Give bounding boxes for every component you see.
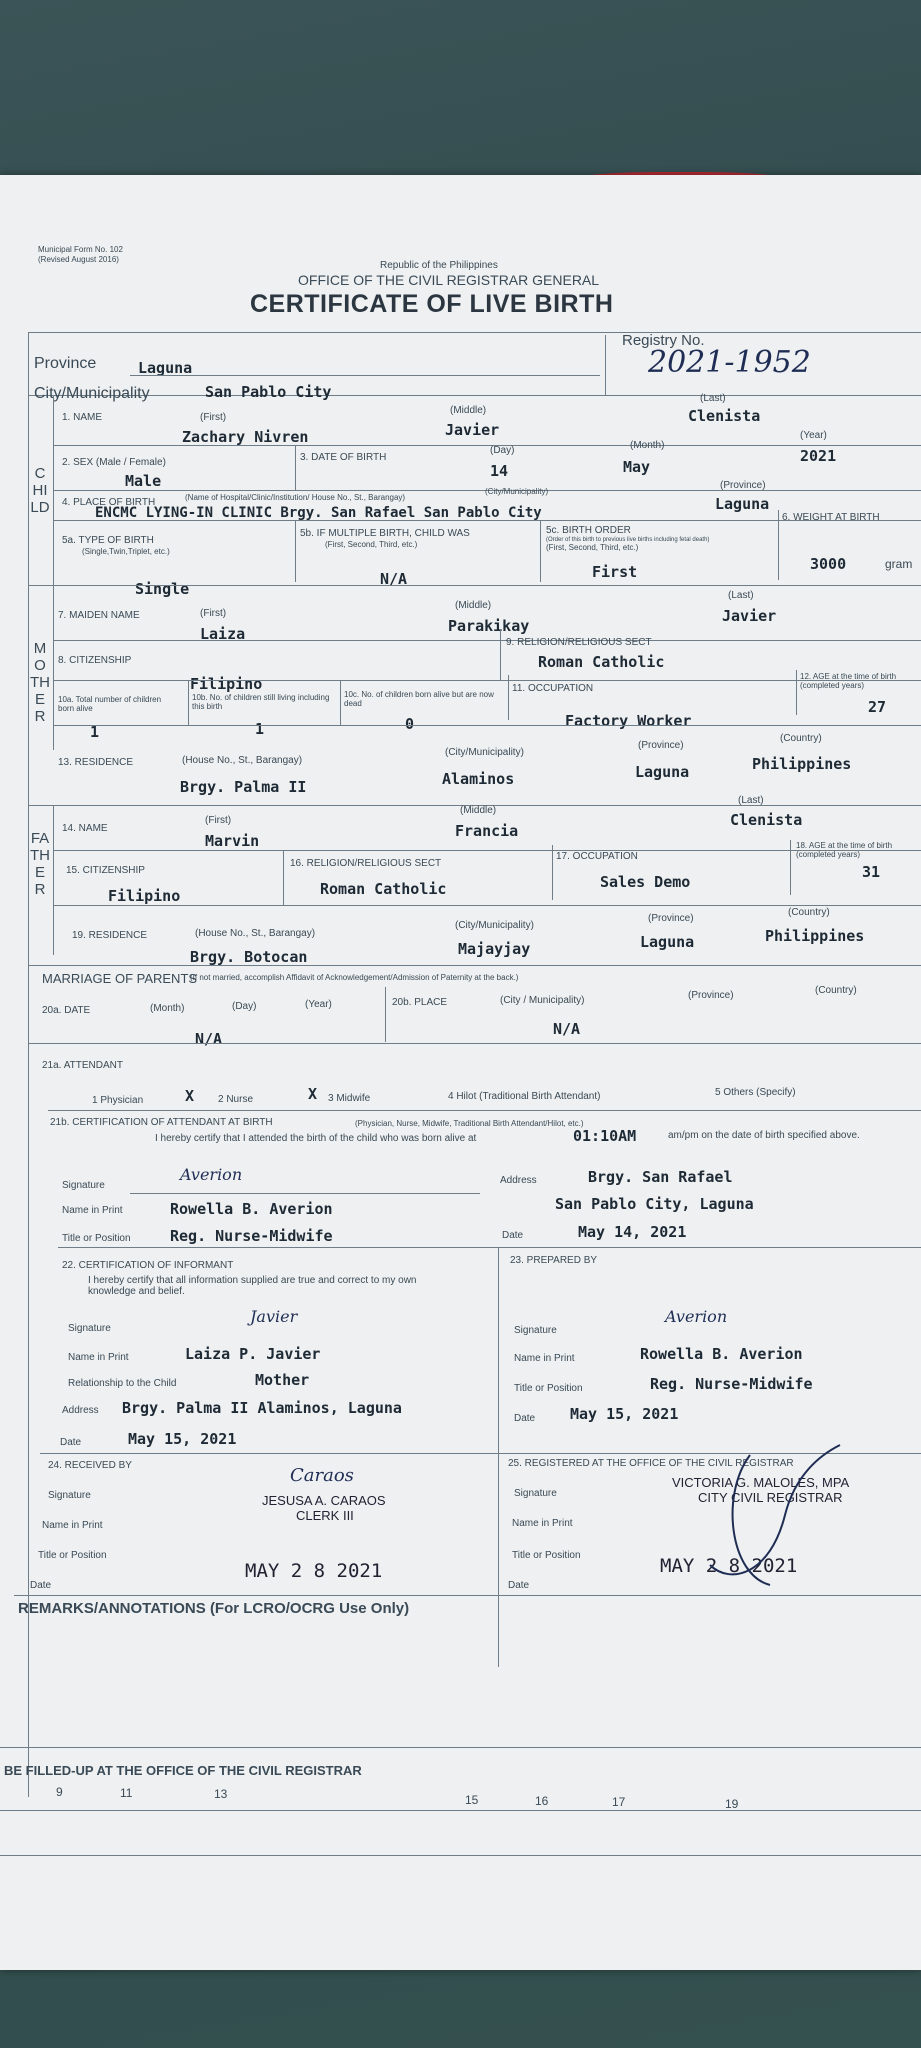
divider xyxy=(796,670,797,715)
child-order-hint2: (First, Second, Third, etc.) xyxy=(546,543,639,552)
marriage-province-hint: (Province) xyxy=(688,990,734,1001)
province-value: Laguna xyxy=(138,359,193,377)
child-type-label: 5a. TYPE OF BIRTH xyxy=(62,535,154,546)
prepared-title: Reg. Nurse-Midwife xyxy=(650,1375,813,1393)
marriage-place: N/A xyxy=(553,1020,581,1038)
mother-country-hint: (Country) xyxy=(780,733,822,744)
mother-10c-label: 10c. No. of children born alive but are now dead xyxy=(344,690,494,708)
child-first-name: Zachary Nivren xyxy=(182,428,309,446)
divider xyxy=(53,640,921,641)
marriage-country-hint: (Country) xyxy=(815,985,857,996)
father-side-label: FATHER xyxy=(30,830,50,898)
divider xyxy=(385,987,386,1042)
signature-line xyxy=(130,1193,480,1194)
registered-title-label: Title or Position xyxy=(512,1550,581,1561)
child-order-hint: (Order of this birth to previous live births including fetal death) xyxy=(546,537,710,543)
child-month-label: (Month) xyxy=(630,440,665,451)
attendant-mark-physician: X xyxy=(185,1087,195,1105)
divider xyxy=(53,905,921,906)
attendant-title-label: Title or Position xyxy=(62,1233,131,1244)
mother-last-name: Javier xyxy=(722,607,777,625)
informant-date: May 15, 2021 xyxy=(128,1430,237,1448)
child-multiple-hint: (First, Second, Third, etc.) xyxy=(325,540,418,549)
mother-house-hint: (House No., St., Barangay) xyxy=(182,755,303,766)
divider xyxy=(283,850,284,905)
father-citymun: Majayjay xyxy=(458,940,531,958)
child-side-label: CHILD xyxy=(30,465,50,516)
child-dob-label: 3. DATE OF BIRTH xyxy=(300,452,387,463)
attendant-address-label: Address xyxy=(500,1175,537,1186)
page-title: CERTIFICATE OF LIVE BIRTH xyxy=(250,290,614,318)
child-last-label: (Last) xyxy=(700,393,726,404)
attendant-address-1: Brgy. San Rafael xyxy=(588,1168,733,1186)
mother-10a: 1 xyxy=(90,723,100,741)
divider xyxy=(498,1247,499,1667)
marriage-month-label: (Month) xyxy=(150,1003,185,1014)
received-title: CLERK III xyxy=(296,1508,354,1523)
informant-relationship-label: Relationship to the Child xyxy=(68,1378,177,1389)
father-province-hint: (Province) xyxy=(648,913,694,924)
mother-residence-label: 13. RESIDENCE xyxy=(58,757,134,768)
child-hospital-hint: (Name of Hospital/Clinic/Institution/ House No., St., Barangay) xyxy=(185,493,406,502)
mother-last-label: (Last) xyxy=(728,590,754,601)
divider xyxy=(778,510,779,580)
child-province-hint: (Province) xyxy=(720,480,766,491)
mother-citizenship: Filipino xyxy=(190,675,263,693)
informant-name: Laiza P. Javier xyxy=(185,1345,321,1363)
footer-num-13: 13 xyxy=(214,1787,228,1801)
divider xyxy=(295,520,296,582)
child-first-label: (First) xyxy=(200,412,227,423)
informant-text: I hereby certify that all information supplied are true and correct to my own knowledge and belief. xyxy=(88,1275,417,1297)
divider xyxy=(340,680,341,725)
attendant-option-2: 2 Nurse xyxy=(218,1094,254,1105)
mother-house: Brgy. Palma II xyxy=(180,778,307,796)
mother-10c: 0 xyxy=(405,715,415,733)
mother-middle-label: (Middle) xyxy=(455,600,492,611)
divider xyxy=(14,1595,921,1596)
divider xyxy=(295,445,296,490)
father-religion-label: 16. RELIGION/RELIGIOUS SECT xyxy=(290,858,442,869)
prepared-signature-label: Signature xyxy=(514,1325,557,1336)
prepared-date: May 15, 2021 xyxy=(570,1405,679,1423)
prepared-name-label: Name in Print xyxy=(514,1353,575,1364)
divider xyxy=(0,1855,921,1856)
divider xyxy=(500,630,501,680)
prepared-date-label: Date xyxy=(514,1413,536,1424)
received-name-label: Name in Print xyxy=(42,1520,103,1531)
divider xyxy=(508,675,509,720)
received-name: JESUSA A. CARAOS xyxy=(262,1493,386,1508)
divider xyxy=(28,395,921,396)
father-first-name: Marvin xyxy=(205,832,260,850)
attendant-time: 01:10AM xyxy=(573,1127,637,1145)
signature-stroke xyxy=(733,1455,770,1585)
divider xyxy=(0,1747,921,1748)
father-religion: Roman Catholic xyxy=(320,880,447,898)
received-title-label: Title or Position xyxy=(38,1550,107,1561)
child-year-label: (Year) xyxy=(800,430,827,441)
informant-label: 22. CERTIFICATION OF INFORMANT xyxy=(62,1260,234,1271)
prepared-name: Rowella B. Averion xyxy=(640,1345,803,1363)
mother-religion: Roman Catholic xyxy=(538,653,665,671)
attendant-date-label: Date xyxy=(502,1230,524,1241)
father-last-label: (Last) xyxy=(738,795,764,806)
divider xyxy=(28,332,921,333)
father-country: Philippines xyxy=(765,927,865,945)
prepared-label: 23. PREPARED BY xyxy=(510,1255,598,1266)
father-province: Laguna xyxy=(640,933,695,951)
child-citymun-hint: (City/Municipality) xyxy=(485,487,549,496)
child-weight-label: 6. WEIGHT AT BIRTH xyxy=(782,512,880,523)
city-label: City/Municipality xyxy=(34,385,150,402)
divider xyxy=(48,1110,921,1111)
attendant-cert-text2: am/pm on the date of birth specified above. xyxy=(668,1130,860,1141)
attendant-option-1: 1 Physician xyxy=(92,1095,144,1106)
registered-signature-label: Signature xyxy=(514,1488,557,1499)
footer-num-15: 15 xyxy=(465,1793,479,1807)
underline xyxy=(130,375,600,376)
child-weight-unit: gram xyxy=(885,557,913,571)
child-last-name: Clenista xyxy=(688,407,761,425)
divider xyxy=(28,585,921,586)
attendant-signature-label: Signature xyxy=(62,1180,105,1191)
marriage-year-label: (Year) xyxy=(305,999,332,1010)
registered-date-label: Date xyxy=(508,1580,530,1591)
father-middle-label: (Middle) xyxy=(460,805,497,816)
registered-title: CITY CIVIL REGISTRAR xyxy=(698,1490,843,1505)
republic-line: Republic of the Philippines xyxy=(380,260,498,271)
mother-side-label: MOTHER xyxy=(30,640,50,725)
marriage-day-label: (Day) xyxy=(232,1001,257,1012)
attendant-title: Reg. Nurse-Midwife xyxy=(170,1227,333,1245)
attendant-name-label: Name in Print xyxy=(62,1205,123,1216)
mother-10a-label: 10a. Total number of children born alive xyxy=(58,695,162,713)
father-middle-name: Francia xyxy=(455,822,519,840)
child-order-label: 5c. BIRTH ORDER xyxy=(546,525,631,536)
mother-religion-label: 9. RELIGION/RELIGIOUS SECT xyxy=(506,637,652,648)
divider xyxy=(0,1810,921,1811)
attendant-label: 21a. ATTENDANT xyxy=(42,1060,123,1071)
footer-num-17: 17 xyxy=(612,1795,626,1809)
child-place-value: ENCMC LYING-IN CLINIC Brgy. San Rafael San Pablo City xyxy=(95,505,542,521)
attendant-signature: Averion xyxy=(180,1165,243,1184)
marriage-date: N/A xyxy=(195,1030,223,1048)
informant-date-label: Date xyxy=(60,1437,82,1448)
divider xyxy=(53,445,921,446)
marriage-city-hint: (City / Municipality) xyxy=(500,995,585,1006)
informant-signature: Javier xyxy=(250,1307,298,1326)
child-type-value: Single xyxy=(135,580,190,598)
mother-age-label: 12. AGE at the time of birth (completed years) xyxy=(800,672,897,690)
child-day-value: 14 xyxy=(490,462,509,480)
marriage-label: MARRIAGE OF PARENTS xyxy=(42,971,198,986)
informant-signature-label: Signature xyxy=(68,1323,111,1334)
footer-label: BE FILLED-UP AT THE OFFICE OF THE CIVIL REGISTRAR xyxy=(4,1763,362,1778)
attendant-cert-hint: (Physician, Nurse, Midwife, Traditional Birth Attendant/Hilot, etc.) xyxy=(355,1119,584,1128)
registered-name-label: Name in Print xyxy=(512,1518,573,1529)
informant-name-label: Name in Print xyxy=(68,1352,129,1363)
attendant-date: May 14, 2021 xyxy=(578,1223,687,1241)
child-day-label: (Day) xyxy=(490,445,515,456)
mother-country: Philippines xyxy=(752,755,852,773)
divider xyxy=(58,1247,921,1248)
child-middle-label: (Middle) xyxy=(450,405,487,416)
child-order-value: First xyxy=(592,563,638,581)
child-weight-value: 3000 xyxy=(810,555,847,573)
divider xyxy=(605,335,606,395)
received-signature: Caraos xyxy=(290,1465,354,1486)
child-name-label: 1. NAME xyxy=(62,412,103,423)
father-age-label: 18. AGE at the time of birth (completed years) xyxy=(796,841,893,859)
received-signature-label: Signature xyxy=(48,1490,91,1501)
mother-province: Laguna xyxy=(635,763,690,781)
child-month-value: May xyxy=(623,458,651,476)
signature-stroke xyxy=(710,1445,840,1574)
received-date: MAY 2 8 2021 xyxy=(245,1560,383,1582)
father-name-label: 14. NAME xyxy=(62,823,108,834)
father-first-label: (First) xyxy=(205,815,232,826)
divider xyxy=(53,725,921,726)
father-house-hint: (House No., St., Barangay) xyxy=(195,928,316,939)
child-multiple-value: N/A xyxy=(380,570,408,588)
father-citizenship: Filipino xyxy=(108,887,181,905)
informant-address: Brgy. Palma II Alaminos, Laguna xyxy=(122,1399,402,1417)
divider xyxy=(552,845,553,900)
divider xyxy=(28,1043,921,1044)
mother-citymun-hint: (City/Municipality) xyxy=(445,747,524,758)
father-age: 31 xyxy=(862,863,881,881)
marriage-note: (If not married, accomplish Affidavit of Acknowledgement/Admission of Paternity at the back.) xyxy=(190,973,519,982)
divider xyxy=(540,520,541,582)
father-house: Brgy. Botocan xyxy=(190,948,308,966)
attendant-option-3: 3 Midwife xyxy=(328,1093,371,1104)
attendant-address-2: San Pablo City, Laguna xyxy=(555,1195,754,1213)
father-occupation-label: 17. OCCUPATION xyxy=(556,851,638,862)
father-last-name: Clenista xyxy=(730,811,803,829)
mother-age: 27 xyxy=(868,698,887,716)
mother-citymun: Alaminos xyxy=(442,770,515,788)
informant-relationship: Mother xyxy=(255,1371,310,1389)
father-occupation: Sales Demo xyxy=(600,873,691,891)
received-date-label: Date xyxy=(30,1580,52,1591)
divider xyxy=(188,680,189,725)
footer-num-9: 9 xyxy=(56,1785,63,1799)
marriage-place-label: 20b. PLACE xyxy=(392,997,448,1008)
child-sex-label: 2. SEX (Male / Female) xyxy=(62,457,166,468)
registry-number: 2021-1952 xyxy=(648,345,811,380)
father-country-hint: (Country) xyxy=(788,907,830,918)
received-label: 24. RECEIVED BY xyxy=(48,1460,132,1471)
remarks-label: REMARKS/ANNOTATIONS (For LCRO/OCRG Use Only) xyxy=(18,1600,410,1617)
father-residence-label: 19. RESIDENCE xyxy=(72,930,148,941)
divider xyxy=(53,395,54,750)
form-revised: (Revised August 2016) xyxy=(38,255,119,264)
attendant-mark-nurse: X xyxy=(308,1085,318,1103)
mother-first-label: (First) xyxy=(200,608,227,619)
province-label: Province xyxy=(34,355,97,372)
divider xyxy=(53,680,921,681)
attendant-name: Rowella B. Averion xyxy=(170,1200,333,1218)
attendant-option-4: 4 Hilot (Traditional Birth Attendant) xyxy=(448,1091,601,1102)
child-sex-value: Male xyxy=(125,472,162,490)
child-place-label: 4. PLACE OF BIRTH xyxy=(62,497,156,508)
frame-left xyxy=(28,332,29,1797)
attendant-cert-label: 21b. CERTIFICATION OF ATTENDANT AT BIRTH xyxy=(50,1117,273,1128)
mother-10b: 1 xyxy=(255,720,265,738)
footer-num-11: 11 xyxy=(120,1786,133,1800)
registrar-signature-scribble xyxy=(690,1435,850,1595)
registered-name: VICTORIA G. MALOLES, MPA xyxy=(672,1475,850,1490)
form-number: Municipal Form No. 102 xyxy=(38,245,123,254)
mother-10b-label: 10b. No. of children still living including this birth xyxy=(192,693,330,711)
divider xyxy=(790,840,791,895)
father-citizenship-label: 15. CITIZENSHIP xyxy=(66,865,145,876)
city-value: San Pablo City xyxy=(205,383,332,401)
registered-label: 25. REGISTERED AT THE OFFICE OF THE CIVIL REGISTRAR xyxy=(508,1458,794,1469)
birth-certificate-sheet xyxy=(0,175,921,1970)
registered-date: MAY 2 8 2021 xyxy=(660,1555,798,1577)
attendant-cert-text: I hereby certify that I attended the birth of the child who was born alive at xyxy=(155,1133,477,1144)
informant-address-label: Address xyxy=(62,1405,99,1416)
marriage-date-label: 20a. DATE xyxy=(42,1005,91,1016)
child-place-province: Laguna xyxy=(715,495,770,513)
father-citymun-hint: (City/Municipality) xyxy=(455,920,534,931)
mother-citizenship-label: 8. CITIZENSHIP xyxy=(58,655,132,666)
mother-name-label: 7. MAIDEN NAME xyxy=(58,610,140,621)
mother-province-hint: (Province) xyxy=(638,740,684,751)
footer-num-19: 19 xyxy=(725,1797,739,1811)
mother-occupation: Factory Worker xyxy=(565,712,692,730)
office-line: OFFICE OF THE CIVIL REGISTRAR GENERAL xyxy=(298,272,600,288)
prepared-signature: Averion xyxy=(665,1307,728,1326)
footer-num-16: 16 xyxy=(535,1794,549,1808)
divider xyxy=(53,805,54,955)
child-year-value: 2021 xyxy=(800,447,837,465)
mother-occupation-label: 11. OCCUPATION xyxy=(512,683,594,694)
child-type-hint: (Single,Twin,Triplet, etc.) xyxy=(82,547,170,556)
attendant-option-5: 5 Others (Specify) xyxy=(715,1087,796,1098)
prepared-title-label: Title or Position xyxy=(514,1383,583,1394)
divider xyxy=(28,965,921,966)
mother-first-name: Laiza xyxy=(200,625,246,643)
registry-label: Registry No. xyxy=(622,332,705,349)
child-middle-name: Javier xyxy=(445,421,500,439)
mother-middle-name: Parakikay xyxy=(448,617,530,635)
child-multiple-label: 5b. IF MULTIPLE BIRTH, CHILD WAS xyxy=(300,528,470,539)
